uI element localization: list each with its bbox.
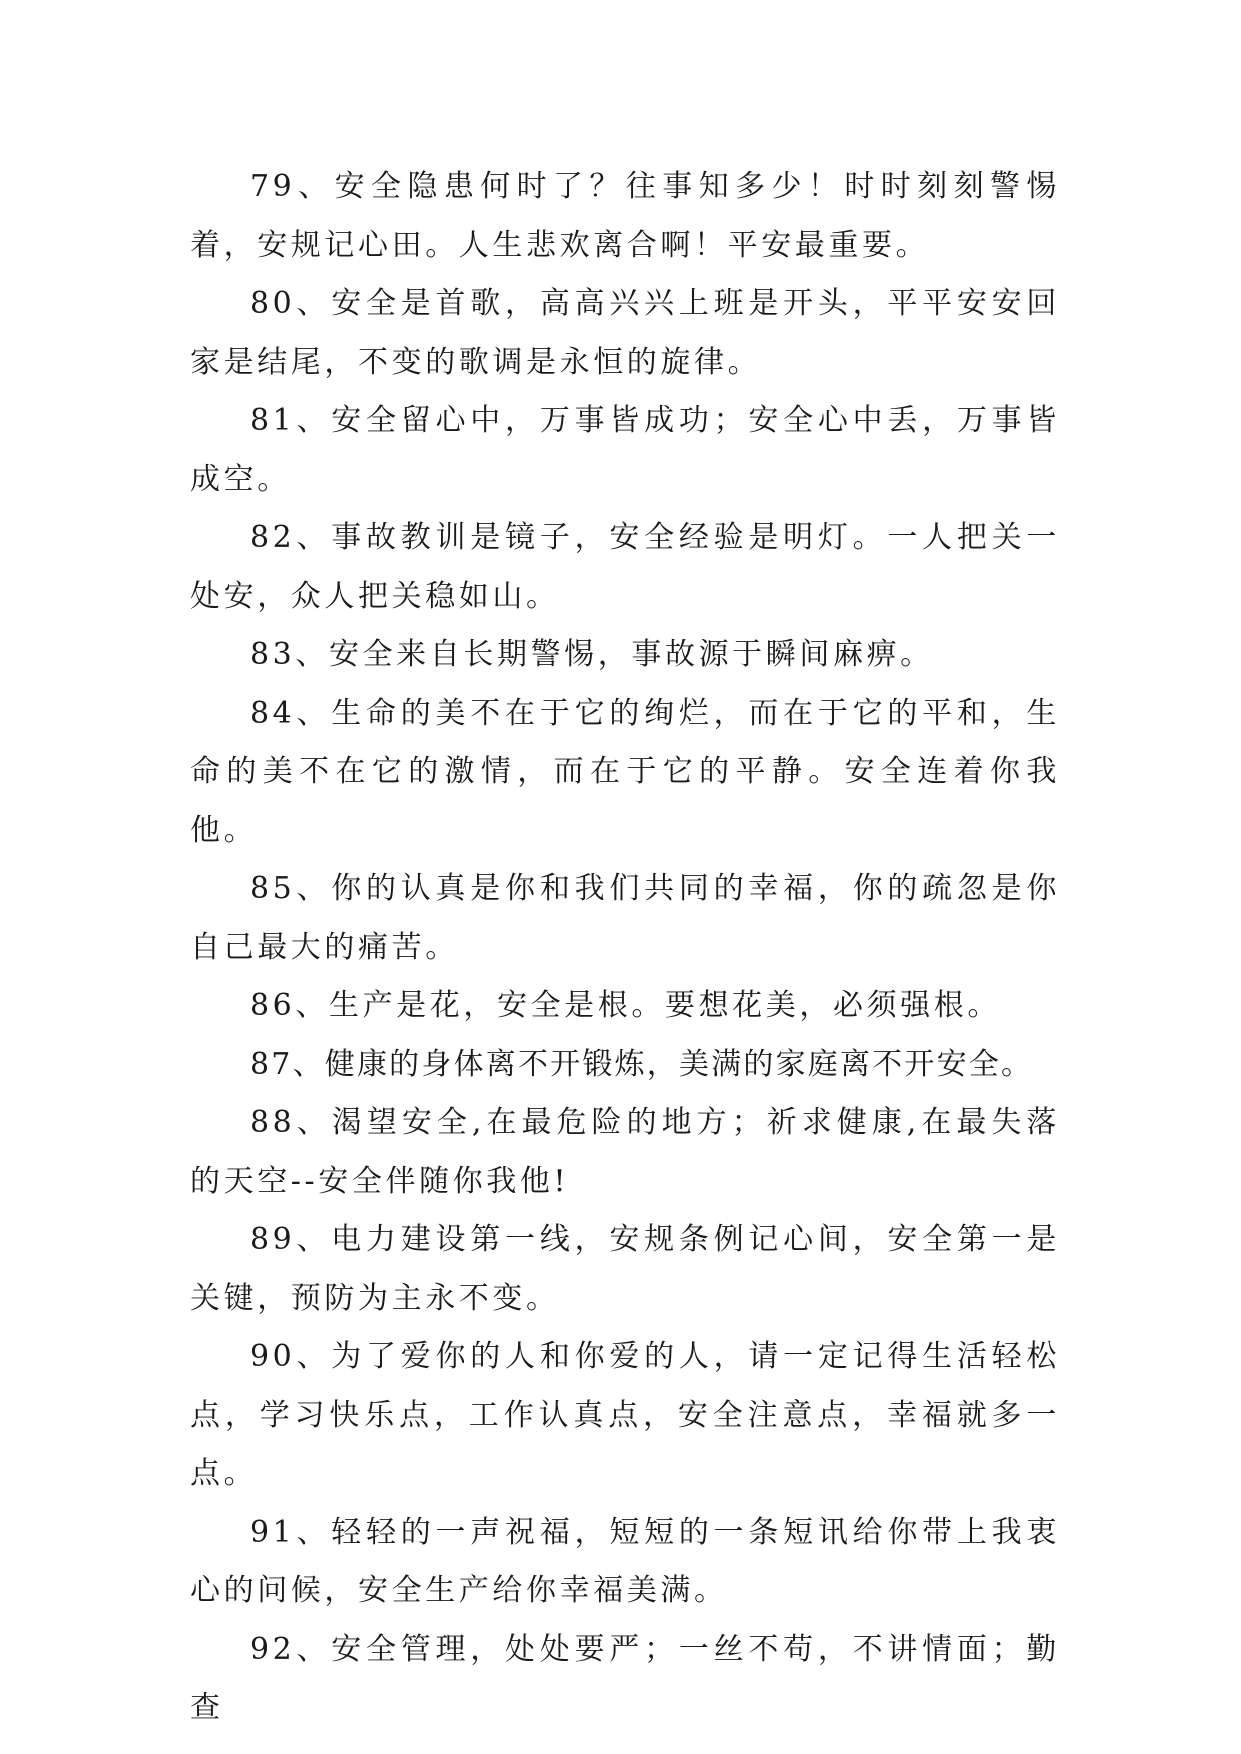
paragraph-92: 92、安全管理，处处要严；一丝不苟，不讲情面；勤查: [190, 1631, 1060, 1725]
paragraph-86: 86、生产是花，安全是根。要想花美，必须强根。: [250, 988, 1001, 1023]
document-body: [190, 158, 1060, 1738]
paragraph-83: 83、安全来自长期警惕，事故源于瞬间麻痹。: [250, 637, 934, 672]
paragraph-80: 80、安全是首歌，高高兴兴上班是开头，平平安安回家是结尾，不变的歌调是永恒的旋律。: [190, 286, 1060, 380]
paragraph-88: 88、渴望安全,在最危险的地方；祈求健康,在最失落的天空--安全伴随你我他!: [190, 1105, 1060, 1199]
paragraph-91: 91、轻轻的一声祝福，短短的一条短讯给你带上我衷心的问候，安全生产给你幸福美满。: [190, 1514, 1060, 1608]
paragraph-84: 84、生命的美不在于它的绚烂，而在于它的平和，生命的美不在它的激情，而在于它的平静。安全连着你我他。: [190, 695, 1060, 848]
paragraph-89: 89、电力建设第一线，安规条例记心间，安全第一是关键，预防为主永不变。: [190, 1222, 1060, 1316]
paragraph-87: 87、健康的身体离不开锻炼，美满的家庭离不开安全。: [250, 1046, 1034, 1082]
paragraph-79: 79、安全隐患何时了？往事知多少！时时刻刻警惕着，安规记心田。人生悲欢离合啊！平安最重要。: [190, 169, 1060, 263]
paragraph-85: 85、你的认真是你和我们共同的幸福，你的疏忽是你自己最大的痛苦。: [190, 871, 1060, 965]
paragraph-81: 81、安全留心中，万事皆成功；安全心中丢，万事皆成空。: [190, 403, 1060, 497]
paragraph-82: 82、事故教训是镜子，安全经验是明灯。一人把关一处安，众人把关稳如山。: [190, 520, 1060, 614]
paragraph-90: 90、为了爱你的人和你爱的人，请一定记得生活轻松点，学习快乐点，工作认真点，安全注意点，幸福就多一点。: [190, 1339, 1060, 1491]
